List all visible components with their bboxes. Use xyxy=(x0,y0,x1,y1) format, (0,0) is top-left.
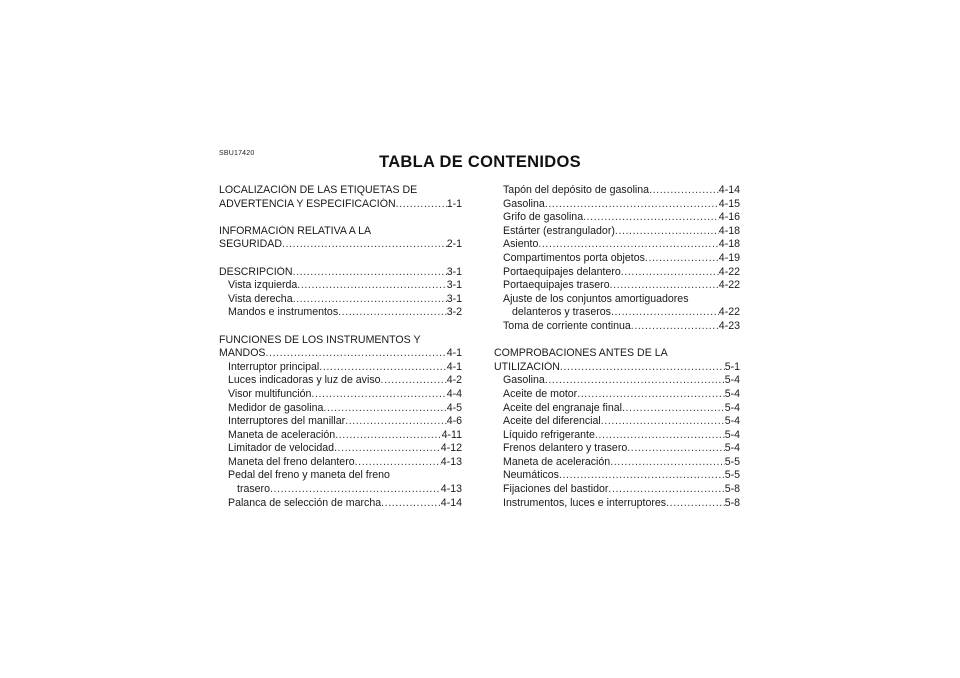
document-code: SBU17420 xyxy=(219,150,255,157)
toc-entry[interactable] xyxy=(219,483,462,497)
toc-dot-leader xyxy=(293,293,447,307)
toc-entry-label: Maneta de aceleración xyxy=(503,455,611,468)
toc-entry-page: 4-18 xyxy=(718,238,740,251)
toc-entry[interactable] xyxy=(219,266,462,280)
toc-entry-label: SEGURIDAD xyxy=(219,238,282,251)
toc-entry-label: Tapón del depósito de gasolina xyxy=(503,184,650,196)
toc-entry-page: 3-2 xyxy=(446,306,462,319)
toc-dot-leader xyxy=(396,198,447,212)
toc-entry[interactable] xyxy=(494,456,740,470)
toc-entry-label: DESCRIPCIÓN xyxy=(219,265,293,278)
toc-entry-label: Limitador de velocidad xyxy=(228,442,334,455)
toc-entry-label: Interruptor principal xyxy=(228,360,320,373)
toc-left-column xyxy=(219,184,462,510)
toc-dot-leader xyxy=(621,266,719,280)
toc-spacer xyxy=(219,211,462,225)
toc-entry-heading-line xyxy=(494,293,740,307)
toc-entry-label: Vista derecha xyxy=(228,292,293,305)
toc-dot-leader xyxy=(335,429,441,443)
toc-entry-heading-line xyxy=(219,184,462,198)
toc-dot-leader xyxy=(627,442,724,456)
toc-entry-label: Grifo de gasolina xyxy=(503,211,584,224)
toc-dot-leader xyxy=(266,347,447,361)
toc-entry-page: 4-13 xyxy=(440,455,462,468)
toc-entry[interactable] xyxy=(494,198,740,212)
toc-dot-leader xyxy=(381,497,441,511)
toc-entry[interactable] xyxy=(494,374,740,388)
toc-entry-page: 5-5 xyxy=(724,469,740,482)
toc-dot-leader xyxy=(545,198,719,212)
toc-entry-label: Vista izquierda xyxy=(228,279,298,292)
toc-entry[interactable] xyxy=(494,361,740,375)
toc-entry[interactable] xyxy=(494,238,740,252)
toc-entry-page: 4-11 xyxy=(441,428,462,441)
toc-entry-page: 2-1 xyxy=(446,238,462,251)
toc-entry-label: INFORMACIÓN RELATIVA A LA xyxy=(219,224,372,237)
toc-entry-label: Interruptores del manillar xyxy=(228,415,346,428)
toc-entry-page: 4-15 xyxy=(718,197,740,210)
toc-dot-leader xyxy=(538,238,718,252)
toc-entry-page: 4-12 xyxy=(440,442,462,455)
toc-entry[interactable] xyxy=(219,279,462,293)
toc-dot-leader xyxy=(649,184,719,198)
toc-dot-leader xyxy=(610,456,725,470)
toc-entry-page: 3-1 xyxy=(446,265,462,278)
toc-entry-heading-line xyxy=(494,347,740,361)
toc-dot-leader xyxy=(381,374,447,388)
toc-dot-leader xyxy=(666,497,725,511)
toc-dot-leader xyxy=(545,374,725,388)
toc-entry-label: Asiento xyxy=(503,238,539,251)
toc-spacer xyxy=(219,320,462,334)
toc-entry[interactable] xyxy=(219,456,462,470)
toc-entry[interactable] xyxy=(494,252,740,266)
toc-entry-label: Gasolina xyxy=(503,197,545,210)
toc-entry[interactable] xyxy=(219,415,462,429)
toc-entry[interactable] xyxy=(219,347,462,361)
toc-entry[interactable] xyxy=(219,238,462,252)
toc-entry-label: LOCALIZACIÓN DE LAS ETIQUETAS DE xyxy=(219,184,418,196)
toc-dot-leader xyxy=(577,388,724,402)
toc-entry[interactable] xyxy=(494,184,740,198)
toc-entry[interactable] xyxy=(494,483,740,497)
toc-dot-leader xyxy=(338,306,447,320)
toc-dot-leader xyxy=(323,402,446,416)
toc-entry-label: Neumáticos xyxy=(503,469,559,482)
toc-dot-leader xyxy=(270,483,441,497)
toc-dot-leader xyxy=(645,252,719,266)
toc-dot-leader xyxy=(282,238,447,252)
toc-entry-page: 4-13 xyxy=(440,483,462,496)
toc-entry-page: 5-8 xyxy=(724,496,740,509)
toc-entry-page: 4-19 xyxy=(718,251,740,264)
toc-entry-label: UTILIZACIÓN xyxy=(494,360,560,373)
toc-entry-page: 5-4 xyxy=(724,387,740,400)
toc-dot-leader xyxy=(345,415,447,429)
toc-entry[interactable] xyxy=(494,320,740,334)
toc-dot-leader xyxy=(595,429,725,443)
toc-dot-leader xyxy=(601,415,725,429)
toc-entry-page: 5-8 xyxy=(724,483,740,496)
toc-entry[interactable] xyxy=(494,415,740,429)
toc-dot-leader xyxy=(355,456,441,470)
toc-entry-page: 4-1 xyxy=(446,347,462,360)
toc-entry-page: 4-1 xyxy=(446,360,462,373)
toc-entry-label: Instrumentos, luces e interruptores xyxy=(503,496,667,509)
toc-entry[interactable] xyxy=(219,198,462,212)
toc-entry-page: 4-18 xyxy=(718,224,740,237)
toc-entry[interactable] xyxy=(494,497,740,511)
toc-dot-leader xyxy=(583,211,719,225)
toc-dot-leader xyxy=(293,266,447,280)
toc-entry-label: Estárter (estrangulador) xyxy=(503,224,615,237)
toc-entry[interactable] xyxy=(494,469,740,483)
toc-entry-label: Aceite del diferencial xyxy=(503,415,601,428)
toc-entry[interactable] xyxy=(219,293,462,307)
toc-entry-label: Medidor de gasolina xyxy=(228,401,324,414)
toc-entry[interactable] xyxy=(494,211,740,225)
toc-entry[interactable] xyxy=(494,388,740,402)
toc-dot-leader xyxy=(631,320,719,334)
toc-entry-page: 5-4 xyxy=(724,442,740,455)
toc-dot-leader xyxy=(610,279,719,293)
toc-dot-leader xyxy=(560,361,725,375)
toc-entry-page: 4-22 xyxy=(718,265,740,278)
toc-entry[interactable] xyxy=(219,361,462,375)
toc-entry-label: trasero xyxy=(237,483,270,496)
toc-entry-label: Maneta de aceleración xyxy=(228,428,336,441)
toc-spacer xyxy=(219,252,462,266)
page-title: TABLA DE CONTENIDOS xyxy=(379,153,581,171)
toc-entry-page: 3-1 xyxy=(446,279,462,292)
toc-entry-label: delanteros y traseros xyxy=(512,306,611,319)
toc-entry[interactable] xyxy=(494,306,740,320)
toc-entry[interactable] xyxy=(219,497,462,511)
toc-dot-leader xyxy=(297,279,446,293)
toc-entry[interactable] xyxy=(494,429,740,443)
toc-entry-label: FUNCIONES DE LOS INSTRUMENTOS Y xyxy=(219,333,421,346)
toc-entry[interactable] xyxy=(494,279,740,293)
toc-entry-label: Maneta del freno delantero xyxy=(228,455,355,468)
toc-entry-page: 5-4 xyxy=(724,415,740,428)
toc-dot-leader xyxy=(311,388,446,402)
toc-entry-label: MANDOS xyxy=(219,347,266,360)
toc-entry-label: Líquido refrigerante xyxy=(503,428,595,441)
toc-entry-page: 5-4 xyxy=(724,428,740,441)
toc-entry-page: 5-4 xyxy=(724,374,740,387)
toc-entry-page: 4-16 xyxy=(718,211,740,224)
toc-entry-label: COMPROBACIONES ANTES DE LA xyxy=(494,347,668,360)
toc-right-column xyxy=(494,184,740,510)
toc-entry[interactable] xyxy=(494,402,740,416)
toc-entry-label: Palanca de selección de marcha xyxy=(228,496,382,509)
toc-entry[interactable] xyxy=(219,429,462,443)
toc-entry-label: Ajuste de los conjuntos amortiguadores xyxy=(503,292,689,305)
toc-entry-label: Aceite del engranaje final xyxy=(503,401,622,414)
toc-entry-label: Portaequipajes delantero xyxy=(503,265,621,278)
toc-dot-leader xyxy=(622,402,725,416)
toc-dot-leader xyxy=(611,306,719,320)
toc-dot-leader xyxy=(559,469,725,483)
toc-entry-label: Gasolina xyxy=(503,374,545,387)
toc-entry-page: 4-2 xyxy=(446,374,462,387)
toc-entry-page: 4-23 xyxy=(718,319,740,332)
toc-entry-label: ADVERTENCIA Y ESPECIFICACIÓN xyxy=(219,197,396,210)
toc-dot-leader xyxy=(615,225,719,239)
toc-entry-page: 4-4 xyxy=(446,387,462,400)
toc-entry[interactable] xyxy=(219,442,462,456)
toc-entry-page: 5-4 xyxy=(724,401,740,414)
toc-entry-label: Aceite de motor xyxy=(503,387,578,400)
toc-entry[interactable] xyxy=(494,266,740,280)
toc-entry-page: 4-14 xyxy=(718,184,740,196)
toc-entry[interactable] xyxy=(494,225,740,239)
toc-dot-leader xyxy=(334,442,441,456)
toc-entry-heading-line xyxy=(219,334,462,348)
toc-entry-heading-line xyxy=(219,469,462,483)
toc-entry[interactable] xyxy=(219,374,462,388)
toc-entry-page: 4-22 xyxy=(718,279,740,292)
toc-dot-leader xyxy=(608,483,724,497)
toc-entry-page: 4-14 xyxy=(440,496,462,509)
toc-entry-page: 1-1 xyxy=(446,197,462,210)
toc-dot-leader xyxy=(319,361,446,375)
toc-entry[interactable] xyxy=(219,306,462,320)
toc-entry-label: Portaequipajes trasero xyxy=(503,279,610,292)
toc-spacer xyxy=(494,334,740,348)
toc-entry-page: 4-6 xyxy=(446,415,462,428)
toc-entry-label: Compartimentos porta objetos xyxy=(503,251,645,264)
toc-entry-label: Mandos e instrumentos xyxy=(228,306,339,319)
toc-entry-page: 4-5 xyxy=(446,401,462,414)
toc-entry-label: Luces indicadoras y luz de aviso xyxy=(228,374,381,387)
toc-entry-page: 4-22 xyxy=(718,306,740,319)
toc-entry-page: 5-1 xyxy=(724,360,740,373)
toc-entry[interactable] xyxy=(494,442,740,456)
toc-entry-label: Fijaciones del bastidor xyxy=(503,483,609,496)
toc-entry-label: Pedal del freno y maneta del freno xyxy=(228,469,390,482)
toc-entry-page: 3-1 xyxy=(446,292,462,305)
toc-entry-label: Visor multifunción xyxy=(228,387,312,400)
toc-entry-page: 5-5 xyxy=(724,455,740,468)
toc-entry-heading-line xyxy=(219,225,462,239)
toc-entry[interactable] xyxy=(219,388,462,402)
toc-entry[interactable] xyxy=(219,402,462,416)
toc-entry-label: Frenos delantero y trasero xyxy=(503,442,628,455)
toc-entry-label: Toma de corriente continua xyxy=(503,319,631,332)
